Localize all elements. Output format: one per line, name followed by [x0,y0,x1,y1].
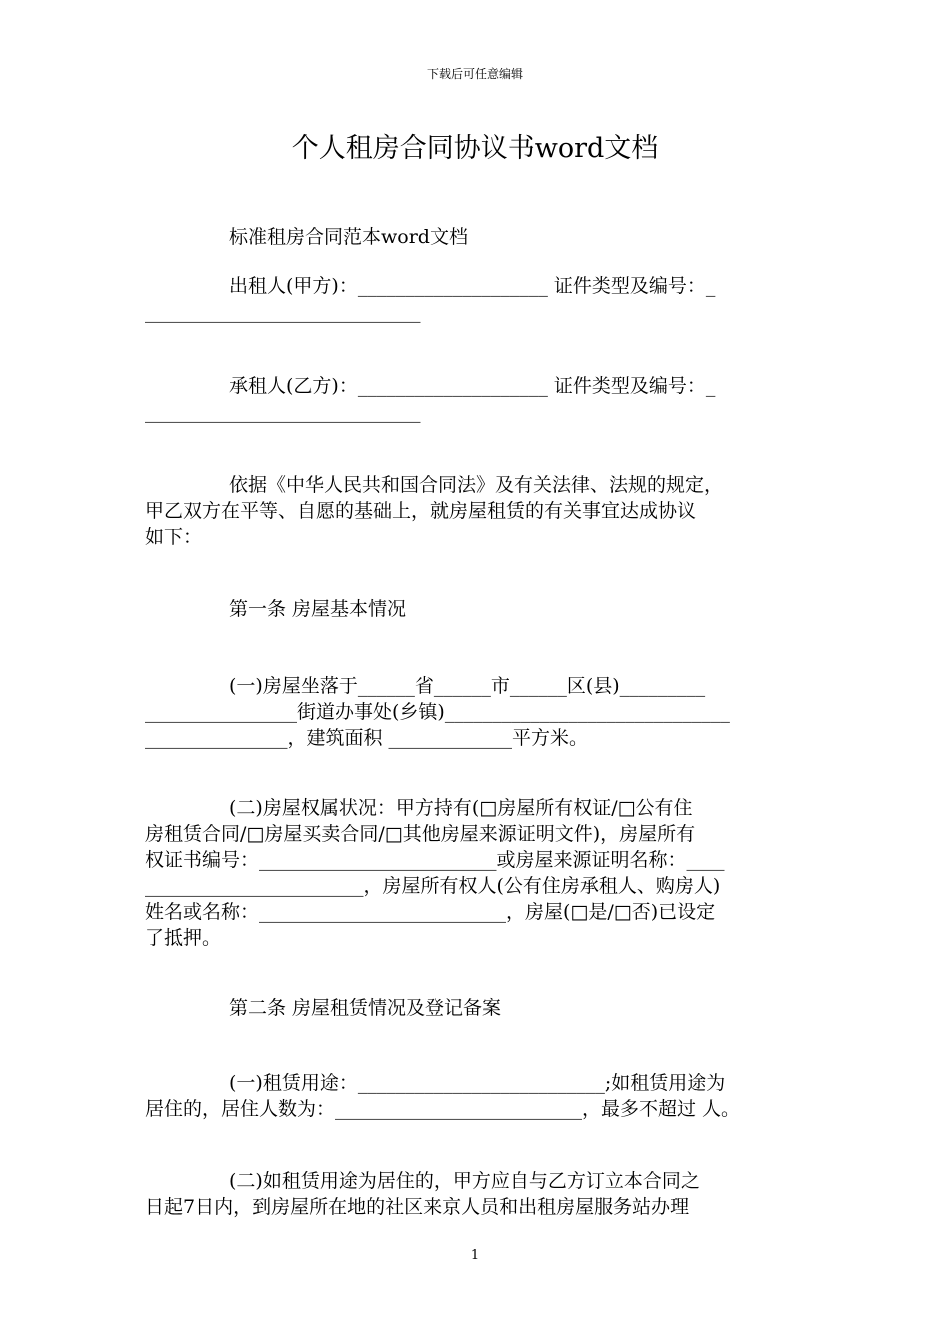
article2-p1-line-1: (一)租赁用途：__________________________;如租赁用途为 [229,1072,726,1094]
document-title: 个人租房合同协议书word文档 [291,133,659,164]
article1-p2-line-3: 权证书编号：_________________________或房屋来源证明名称：____ [145,849,725,871]
article2-paragraph-2 [145,1168,810,1220]
lessee-line-2: _____________________________ [145,401,421,423]
article2-p1-line-2: 居住的，居住人数为：__________________________，最多不超过 人。 [145,1098,741,1120]
article1-p2-line-4: _______________________，房屋所有权人(公有住房承租人、购房人) [145,875,721,897]
lessor-line [145,273,810,325]
intro-line-3: 如下： [145,526,203,548]
article1-p2-line-6: 了抵押。 [145,927,222,949]
article1-p2-line-1: (二)房屋权属状况：甲方持有(□房屋所有权证/□公有住 [229,797,693,819]
article2-heading: 第二条 房屋租赁情况及登记备案 [229,997,502,1019]
article1-paragraph-1 [145,673,810,751]
page-number: 1 [470,1248,480,1263]
article1-heading: 第一条 房屋基本情况 [229,598,407,620]
lessee-line [145,373,810,425]
article1-p2-line-2: 房租赁合同/□房屋买卖合同/□其他房屋来源证明文件)，房屋所有 [145,823,696,845]
intro-paragraph [145,472,810,550]
article2-p2-line-2: 日起7日内，到房屋所在地的社区来京人员和出租房屋服务站办理 [145,1196,690,1218]
lessor-line-2: _____________________________ [145,301,421,323]
article1-paragraph-2 [145,795,810,951]
intro-line-1: 依据《中华人民共和国合同法》及有关法律、法规的规定， [229,474,724,496]
article1-p1-line-2: ________________街道办事处(乡镇)______________________________ [145,701,730,723]
article1-p1-line-3: _______________，建筑面积 _____________平方米。 [145,727,589,749]
page-header-note: 下载后可任意编辑 [426,67,523,81]
article2-paragraph-1 [145,1070,810,1122]
lessee-line-1: 承租人(乙方)：____________________ 证件类型及编号：_ [229,375,716,397]
document-subtitle: 标准租房合同范本word文档 [229,226,468,248]
intro-line-2: 甲乙双方在平等、自愿的基础上，就房屋租赁的有关事宜达成协议 [145,500,697,522]
article1-p2-line-5: 姓名或名称：__________________________，房屋(□是/□否)已设定 [145,901,716,923]
article1-p1-line-1: (一)房屋坐落于______省______市______区(县)_________ [229,675,706,697]
article2-p2-line-1: (二)如租赁用途为居住的，甲方应自与乙方订立本合同之 [229,1170,700,1192]
lessor-line-1: 出租人(甲方)：____________________ 证件类型及编号：_ [229,275,716,297]
